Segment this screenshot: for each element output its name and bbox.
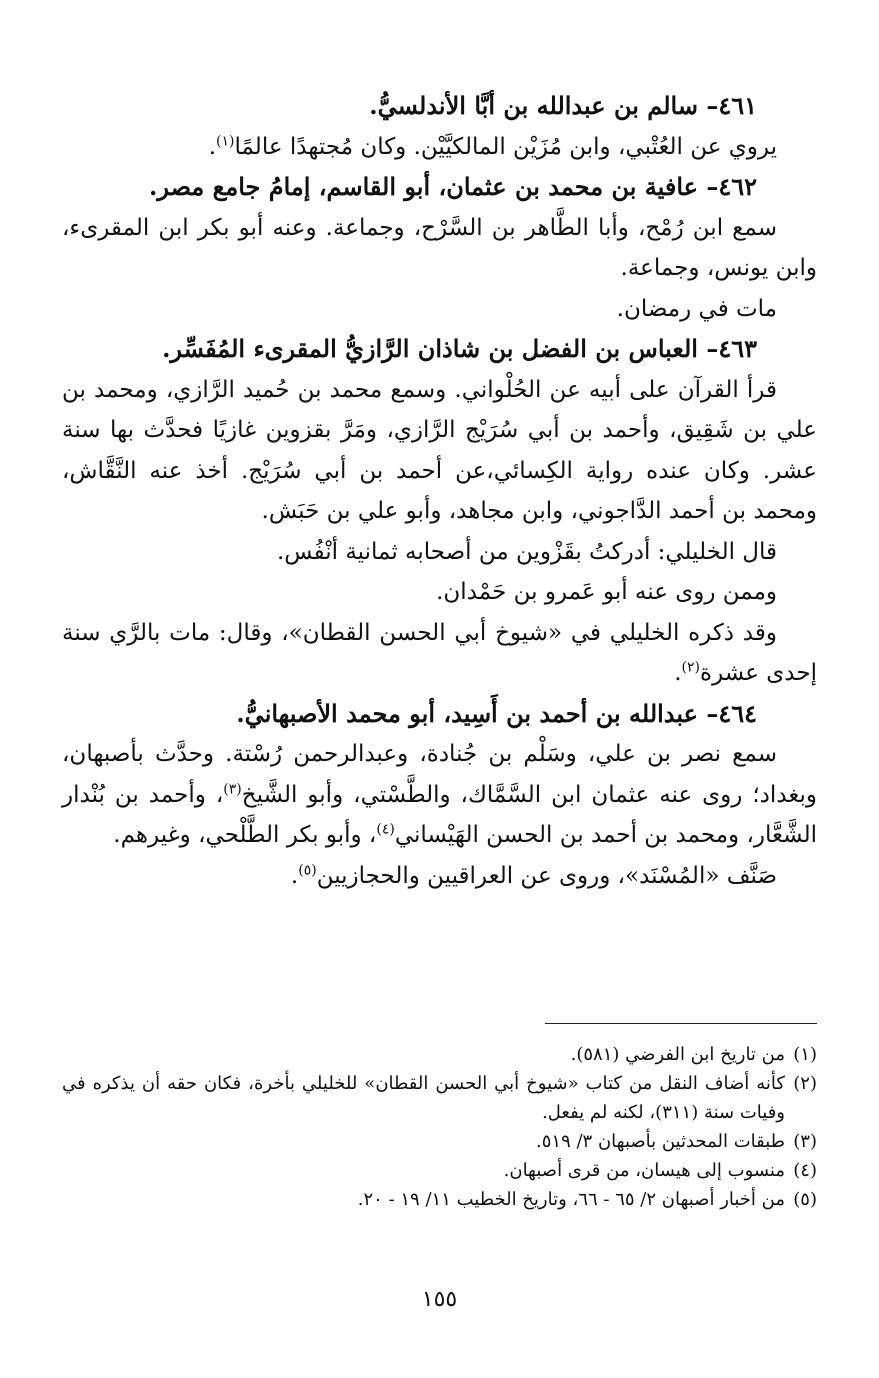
footnotes	[62, 1040, 817, 1214]
footnote-text: كأنه أضاف النقل من كتاب «شيوخ أبي الحسن القطان» للخليلي بأخرة، فكان حقه أن يذكره في وفيات سنة (٣١١)، لكنه لم يفعل.	[62, 1073, 785, 1123]
footnote-1	[62, 1040, 817, 1069]
entry-text: صَنَّف «المُسْنَد»، وروى عن العراقيين والحجازيين	[316, 862, 777, 889]
footnote-separator	[545, 1023, 817, 1024]
entry-464-paragraph-1	[62, 734, 817, 856]
footnote-number: (٤)	[793, 1160, 817, 1181]
entry-text-middle: ، وأحمد بن بُنْدار الشَّعَّار، ومحمد بن أحمد بن الحسن الهَيْساني	[62, 781, 817, 848]
entry-heading-463: ٤٦٣– العباس بن الفضل بن شاذان الرَّازيُّ المقرىء المُفَسِّر.	[162, 334, 757, 363]
footnote-number: (١)	[793, 1044, 817, 1065]
footnote-ref-2[interactable]: (٢)	[681, 659, 701, 676]
footnote-2	[62, 1069, 817, 1127]
footnote-5	[62, 1185, 817, 1214]
entry-text-end: .	[208, 133, 217, 160]
footnote-text: من تاريخ ابن الفرضي (٥٨١).	[570, 1044, 785, 1065]
entry-462-paragraph-1: سمع ابن رُمْح، وأبا الطَّاهر بن السَّرْح، وجماعة. وعنه أبو بكر ابن المقرىء، وابن يونس، وجماعة.	[62, 214, 817, 281]
footnote-text: منسوب إلى هيسان، من قرى أصبهان.	[503, 1160, 785, 1181]
page-number: ١٥٥	[421, 1287, 458, 1312]
footnote-ref-1[interactable]: (١)	[216, 132, 235, 149]
entry-464-paragraph-2	[62, 856, 817, 897]
entry-461-paragraph	[62, 127, 817, 168]
footnote-4	[62, 1156, 817, 1185]
entry-text-end: .	[290, 862, 299, 889]
footnote-text: من أخبار أصبهان ٢/ ٦٥ - ٦٦، وتاريخ الخطيب ١١/ ١٩ - ٢٠.	[357, 1189, 785, 1210]
footnote-ref-3[interactable]: (٣)	[223, 780, 242, 797]
footnote-text: طبقات المحدثين بأصبهان ٣/ ٥١٩.	[536, 1131, 785, 1152]
footnote-ref-5[interactable]: (٥)	[298, 861, 317, 878]
entry-463-paragraph-4	[62, 613, 817, 694]
footnote-number: (٢)	[793, 1073, 817, 1094]
entry-text: وقد ذكره الخليلي في «شيوخ أبي الحسن القطان»، وقال: مات بالرَّي سنة إحدى عشرة	[62, 619, 817, 686]
entry-heading-464: ٤٦٤– عبدالله بن أحمد بن أَسِيد، أبو محمد الأصبهانيُّ.	[236, 698, 757, 728]
entry-463-paragraph-1: قرأ القرآن على أبيه عن الحُلْواني. وسمع محمد بن حُميد الرَّازي، ومحمد بن علي بن شَقِيق، وأحمد بن أبي سُرَيْج الرَّازي، ومَرَّ بقزوين غازيًا فحدَّث بها سنة عشر. وكان عنده رواية الكِسائي،عن أحمد بن أبي سُرَيْج. أخذ عنه النَّقَّاش، ومحمد بن أحمد الدَّاجوني، وابن مجاهد، وأبو علي بن حَبَش.	[62, 376, 817, 524]
entry-462-paragraph-2: مات في رمضان.	[616, 295, 777, 322]
entry-463-paragraph-2: قال الخليلي: أدركتُ بقَزْوين من أصحابه ثمانية أنْفُس.	[276, 538, 777, 565]
entry-heading-462: ٤٦٢– عافية بن محمد بن عثمان، أبو القاسم، إمامُ جامع مصر.	[148, 172, 757, 201]
entry-text: سمع نصر بن علي، وسَلْم بن جُنادة، وعبدالرحمن رُسْتة. وحدَّث بأصبهان، وبغداد؛ روى عنه عثمان ابن السَّمَّاك، والطَّسْتي، وأبو الشَّيخ	[62, 741, 817, 808]
entry-463-paragraph-3: وممن روى عنه أبو عَمرو بن حَمْدان.	[436, 579, 777, 605]
entry-text-end: .	[674, 660, 682, 686]
entry-text: يروي عن العُتْبي، وابن مُزَيْن المالكيَّيْن. وكان مُجتهدًا عالمًا	[234, 133, 777, 160]
entry-text-end: ، وأبو بكر الطَّلْحي، وغيرهم.	[113, 822, 377, 848]
footnote-3	[62, 1127, 817, 1156]
footnote-number: (٥)	[793, 1189, 817, 1210]
footnote-number: (٣)	[793, 1131, 817, 1152]
footnote-ref-4[interactable]: (٤)	[376, 821, 395, 838]
main-text	[62, 86, 817, 896]
entry-heading-461: ٤٦١– سالم بن عبدالله بن أبَّا الأندلسيُّ.	[369, 91, 757, 120]
